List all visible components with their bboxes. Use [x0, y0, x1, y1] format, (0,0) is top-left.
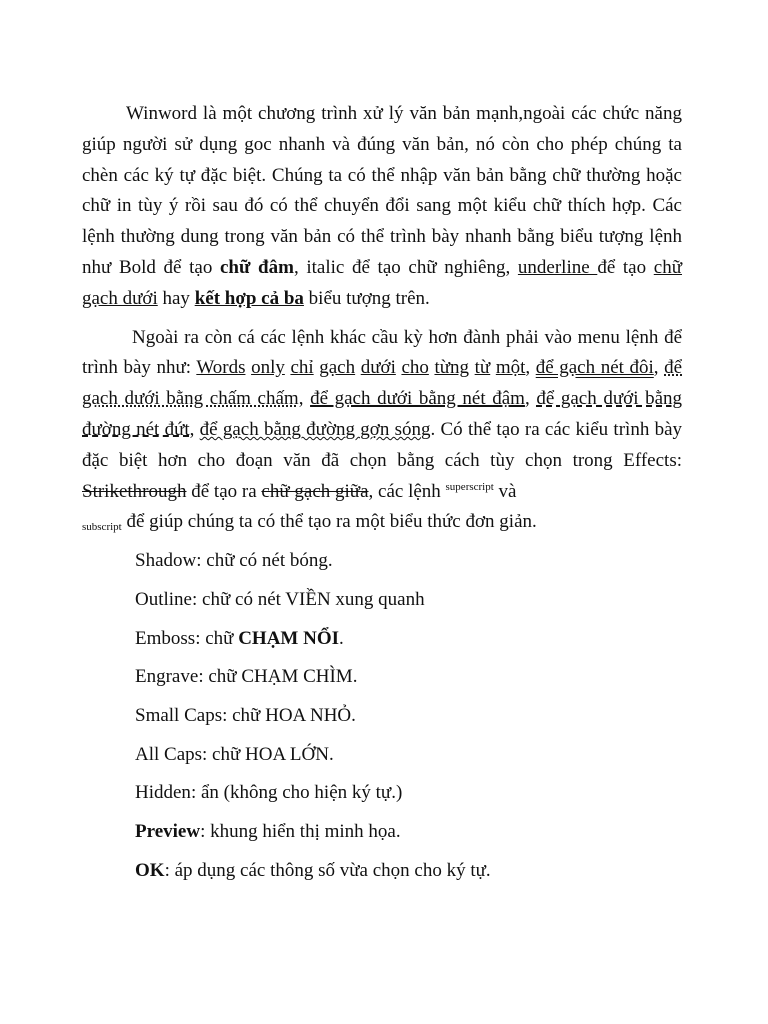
effect-emphasis: CHẠM NỔI [238, 627, 340, 649]
effect-item [135, 585, 682, 616]
strikethrough-example: chữ gạch giữa [261, 480, 369, 502]
effect-tail: . [339, 627, 344, 649]
word-only-underlined: Words [196, 357, 246, 379]
paragraph-menu: Ngoài ra còn cá các lệnh khác cầu kỳ hơn đành phải vào menu lệnh để trình bày như: Words only chỉ gạch dưới cho từng từ một, để gạch nét đôi, để gạch dưới bằng chấm chấm, để gạch dưới bằng nét đậm, để gạch dưới bằng đường nét đứt, để gạch bằng đường gợn sóng. Có thể tạo ra các kiểu trình bày đặc biệt hơn cho đoạn văn đã chọn bằng cách tùy chọn trong Effects: Strikethrough để tạo ra chữ gạch giữa, các lệnh $^{superscript}$ và $_{subscript}$ để giúp chúng ta có thể tạo ra một biểu thức đơn giản. [82, 326, 683, 534]
effect-item [135, 778, 682, 809]
word-only-underlined: cho [401, 357, 429, 379]
effect-label: OK [135, 859, 165, 881]
effect-item [135, 740, 682, 771]
wavy-underline-example: để gạch bằng đường gợn sóng [199, 418, 431, 440]
effect-description: : khung hiển thị minh họa. [200, 820, 401, 842]
underlined-text-example: chữ gạch dưới [82, 256, 682, 309]
word-only-underlined: từng [434, 357, 470, 379]
effect-item [135, 624, 682, 655]
effect-label: Small Caps [135, 704, 223, 726]
menu-text-2: . Có thể tạo ra các kiểu trình bày đặc biệt hơn cho đoạn văn đã chọn bằng cách tùy chọn trong Effects: [82, 418, 683, 471]
intro-text-3: để tạo [597, 256, 654, 278]
effect-item [135, 817, 682, 848]
effect-item [135, 662, 682, 693]
word-only-underlined: chỉ [290, 357, 314, 379]
effect-description: : chữ CHẠM CHÌM. [198, 666, 358, 688]
effect-label: Outline [135, 588, 192, 610]
effect-description: : chữ có nét VIỀN xung quanh [192, 588, 425, 610]
effect-label: Emboss [135, 627, 196, 649]
thick-underline-example: để gạch dưới bằng nét đậm [310, 388, 525, 410]
menu-text: Ngoài ra còn cá các lệnh khác cầu kỳ hơn đành phải vào menu lệnh để trình bày như: [82, 326, 682, 379]
paragraph-intro [82, 99, 682, 315]
effect-description: : chữ [195, 627, 239, 649]
effect-description: : chữ HOA LỚN. [202, 743, 334, 765]
effect-description: : ẩn (không cho hiện ký tự.) [190, 782, 403, 804]
word-only-underlined: only [251, 357, 285, 379]
dotted-underline-example: để gạch dưới bằng chấm chấm [82, 357, 683, 410]
effect-label: Shadow [135, 550, 197, 572]
combined-style-example: kết hợp cả ba [194, 287, 304, 309]
word-only-underlined: từ [474, 357, 491, 379]
word-only-underlined: gạch [319, 357, 356, 379]
word-only-underlined: dưới [360, 357, 396, 379]
effect-item [135, 546, 682, 577]
effect-item [135, 856, 682, 887]
effect-label: Preview [135, 820, 201, 842]
words-only-example [196, 357, 525, 378]
effect-label: Hidden [135, 782, 191, 804]
subscript-example: subscript [82, 521, 122, 534]
effect-description: : chữ có nét bóng. [196, 550, 333, 572]
menu-text-5: và [493, 480, 517, 502]
double-underline-example: để gạch nét đôi [535, 357, 654, 379]
strikethrough-label: Strikethrough [82, 480, 187, 502]
effect-label: All Caps [135, 743, 203, 765]
effect-item [135, 701, 682, 732]
underline-example: underline [517, 256, 598, 278]
effect-description: : chữ HOA NHỎ. [222, 704, 356, 726]
dashed-underline-example: để gạch dưới bằng đường nét đứt [82, 388, 683, 440]
effect-label: Engrave [135, 666, 199, 688]
intro-text-2: , italic để tạo chữ nghiêng, [293, 256, 518, 278]
menu-text-6: để giúp chúng ta có thể tạo ra một biểu thức đơn giản. [121, 511, 537, 533]
word-only-underlined: một [495, 357, 526, 379]
effect-description: : áp dụng các thông số vừa chọn cho ký tự. [164, 859, 491, 881]
intro-text: Winword là một chương trình xử lý văn bản mạnh,ngoài các chức năng giúp người sử dụng goc nhanh và đúng văn bản, nó còn cho phép chúng ta chèn các ký tự đặc biệt. Chúng ta có thể nhập văn bản bằng chữ thường hoặc chữ in tùy ý rồi sau đó có thể chuyển đổi sang một kiểu chữ thích hợp. Các lệnh thường dung trong văn bản có thể trình bày nhanh bằng biểu tượng lệnh như Bold để tạo [82, 103, 682, 278]
menu-text-4: , các lệnh [368, 480, 446, 502]
menu-text-3: để tạo ra [186, 480, 262, 502]
bold-example: chữ đâm [219, 256, 294, 278]
superscript-example: superscript [445, 480, 494, 493]
document-page [82, 99, 682, 905]
intro-text-4: hay [157, 287, 195, 309]
intro-text-5: biểu tượng trên. [303, 287, 430, 309]
effects-list [135, 546, 682, 886]
